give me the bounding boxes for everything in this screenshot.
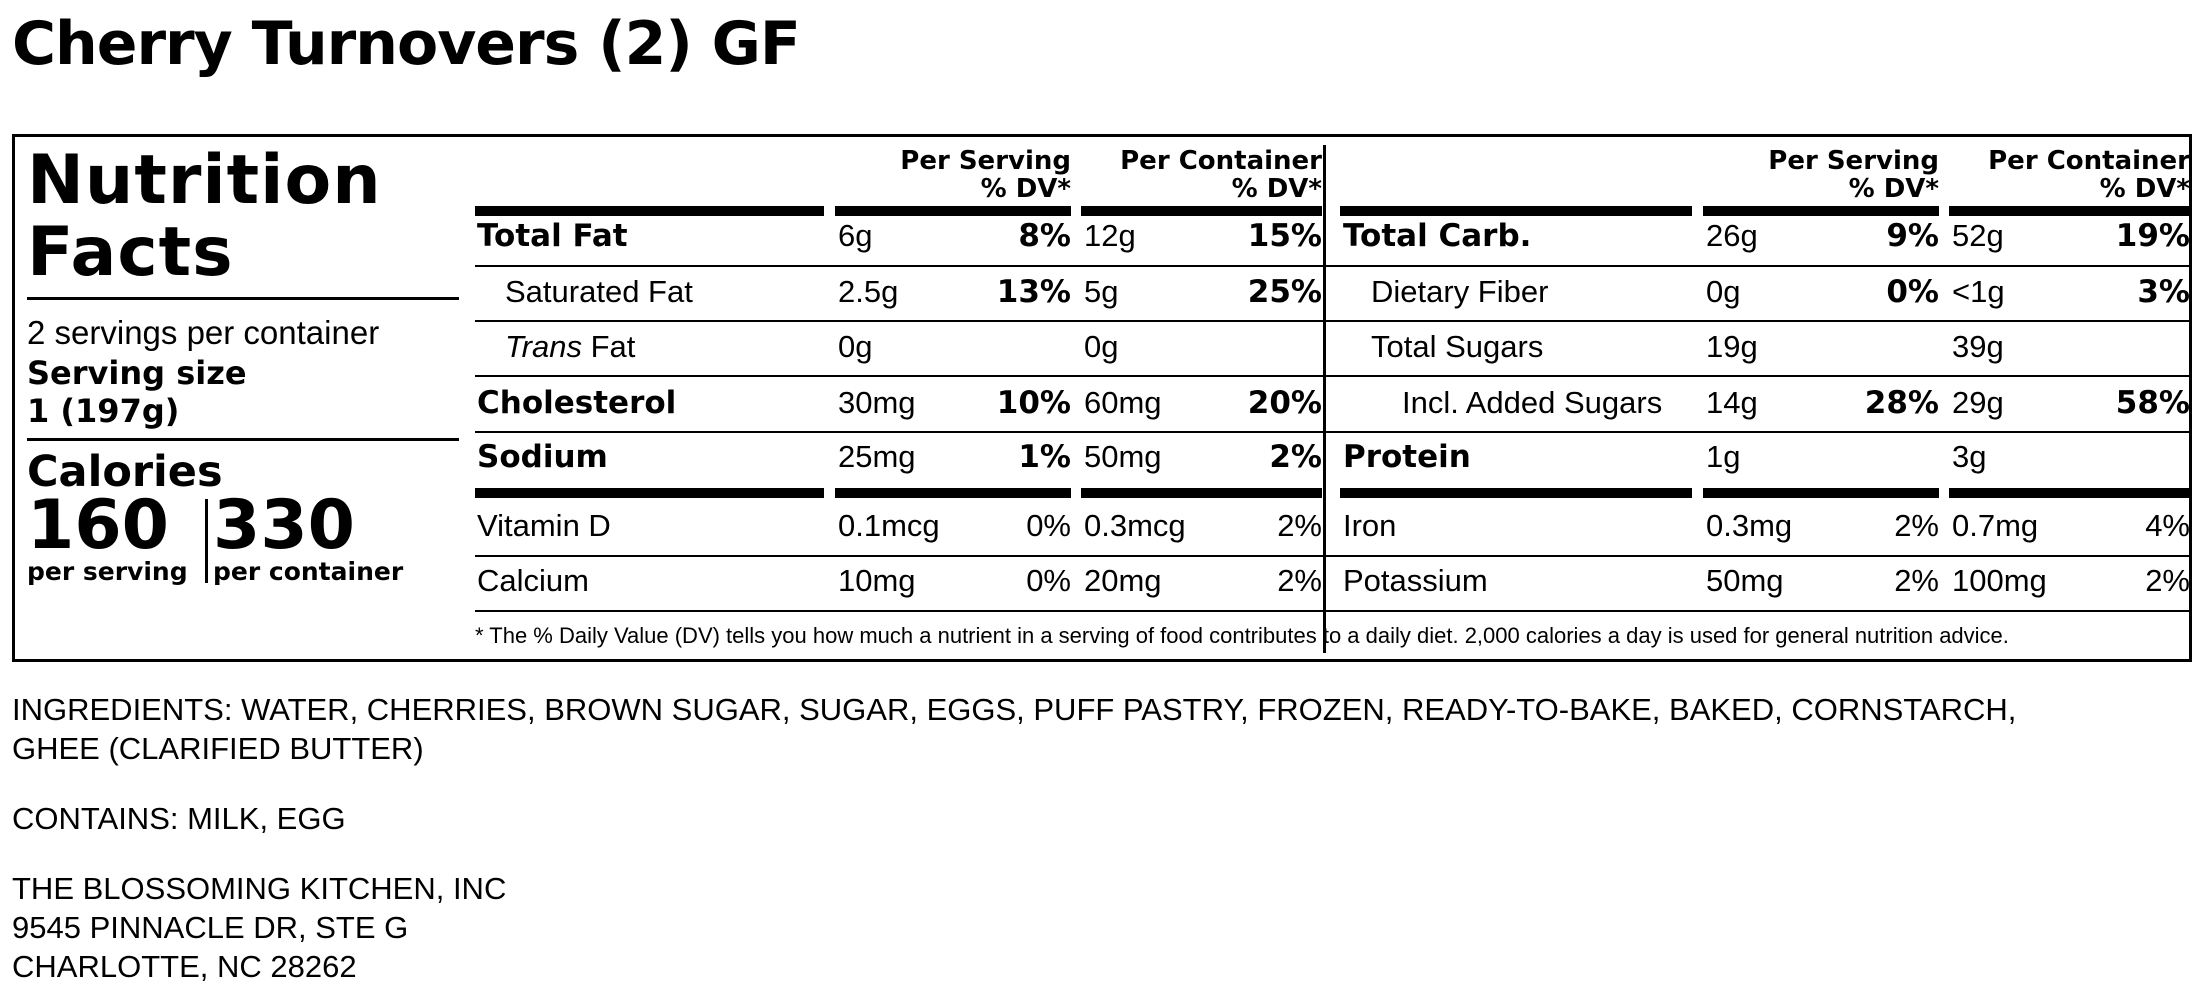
container-dv: 2%	[2145, 563, 2190, 598]
serving-amount: 0g	[1706, 274, 1741, 309]
container-amount: 3g	[1952, 439, 1987, 474]
nutrition-facts-panel	[12, 134, 2192, 662]
header-text: Per Container	[1120, 146, 1322, 176]
row-rule	[475, 265, 2190, 267]
serving-dv: 0%	[1026, 508, 1071, 543]
container-amount: 20mg	[1084, 563, 1162, 598]
serving-amount: 30mg	[838, 385, 916, 420]
thick-bar	[1081, 488, 1322, 498]
header-text: Per Container	[1988, 146, 2190, 176]
container-dv: 2%	[1277, 508, 1322, 543]
row-rule	[475, 610, 2190, 612]
vitamin-name: Iron	[1343, 508, 1397, 543]
serving-size-label: Serving size	[27, 354, 247, 392]
nutrient-name: Cholesterol	[477, 385, 677, 421]
thick-bar	[475, 206, 824, 216]
nutrient-name: Protein	[1343, 439, 1471, 475]
address-line-1: THE BLOSSOMING KITCHEN, INC	[12, 871, 507, 906]
nutrition-facts-heading	[27, 141, 459, 292]
allergens: CONTAINS: MILK, EGG	[12, 801, 346, 836]
thick-bar	[1949, 206, 2190, 216]
right-per-serving-header	[1703, 147, 1939, 203]
serving-dv: 0%	[1026, 563, 1071, 598]
row-rule	[475, 555, 2190, 557]
serving-amount: 26g	[1706, 218, 1758, 253]
serving-dv: 28%	[1864, 385, 1939, 421]
heading-rule	[27, 297, 459, 300]
nutrient-name: Dietary Fiber	[1371, 274, 1549, 309]
nutrient-name	[505, 329, 635, 365]
address-line-2: 9545 PINNACLE DR, STE G	[12, 910, 409, 945]
vitamin-name: Calcium	[477, 563, 589, 598]
serving-dv: 0%	[1886, 274, 1939, 310]
row-rule	[475, 320, 2190, 322]
vitamin-name: Vitamin D	[477, 508, 611, 543]
left-per-serving-header	[835, 147, 1071, 203]
serving-size	[27, 354, 247, 430]
header-dv: % DV*	[1231, 174, 1322, 204]
serving-amount: 0.1mcg	[838, 508, 940, 543]
row-rule	[475, 431, 2190, 433]
serving-amount: 0g	[838, 329, 873, 364]
container-amount: 0g	[1084, 329, 1119, 364]
serving-amount: 50mg	[1706, 563, 1784, 598]
ingredients-line-1: INGREDIENTS: WATER, CHERRIES, BROWN SUGAR, SUGAR, EGGS, PUFF PASTRY, FROZEN, READY-TO-BAKE, BAKED, CORNSTARCH,	[12, 692, 2017, 727]
serving-rule	[27, 438, 459, 441]
calories-separator	[205, 499, 208, 583]
container-dv: 15%	[1247, 218, 1322, 254]
header-text: Per Serving	[900, 146, 1071, 176]
container-amount: 0.7mg	[1952, 508, 2039, 543]
nutrient-name: Incl. Added Sugars	[1402, 385, 1663, 420]
container-dv: 19%	[2115, 218, 2190, 254]
nutrient-name: Saturated Fat	[505, 274, 693, 309]
container-dv: 58%	[2115, 385, 2190, 421]
container-amount: <1g	[1952, 274, 2005, 309]
daily-value-footnote: * The % Daily Value (DV) tells you how much a nutrient in a serving of food contributes to a daily diet. 2,000 calories a day is used for general nutrition advice.	[475, 623, 2009, 648]
container-dv: 3%	[2137, 274, 2190, 310]
thick-bar	[835, 206, 1071, 216]
header-dv: % DV*	[980, 174, 1071, 204]
serving-amount: 10mg	[838, 563, 916, 598]
per-serving-caption: per serving	[27, 557, 188, 586]
header-text: Per Serving	[1768, 146, 1939, 176]
thick-bar	[1703, 206, 1939, 216]
container-amount: 5g	[1084, 274, 1119, 309]
calories-per-container: 330	[213, 486, 355, 565]
trans-rest: Fat	[581, 329, 636, 364]
container-amount: 52g	[1952, 218, 2004, 253]
serving-size-value: 1 (197g)	[27, 392, 180, 430]
serving-dv: 13%	[996, 274, 1071, 310]
thick-bar	[835, 488, 1071, 498]
serving-dv: 2%	[1894, 563, 1939, 598]
heading-line-2: Facts	[27, 213, 234, 292]
header-dv: % DV*	[1848, 174, 1939, 204]
row-rule	[475, 375, 2190, 377]
thick-bar	[1703, 488, 1939, 498]
thick-bar	[1949, 488, 2190, 498]
serving-dv: 10%	[996, 385, 1071, 421]
column-divider	[1323, 145, 1326, 653]
thick-bar	[1340, 488, 1692, 498]
left-per-container-header	[1081, 147, 1322, 203]
address-line-3: CHARLOTTE, NC 28262	[12, 949, 357, 984]
container-amount: 39g	[1952, 329, 2004, 364]
container-amount: 12g	[1084, 218, 1136, 253]
serving-dv: 2%	[1894, 508, 1939, 543]
serving-amount: 0.3mg	[1706, 508, 1793, 543]
trans-italic: Trans	[505, 329, 582, 364]
per-container-caption: per container	[213, 557, 404, 586]
serving-amount: 2.5g	[838, 274, 899, 309]
right-per-container-header	[1949, 147, 2190, 203]
serving-amount: 19g	[1706, 329, 1758, 364]
container-dv: 25%	[1247, 274, 1322, 310]
container-amount: 60mg	[1084, 385, 1162, 420]
serving-amount: 14g	[1706, 385, 1758, 420]
serving-amount: 6g	[838, 218, 873, 253]
servings-per-container: 2 servings per container	[27, 314, 380, 351]
heading-line-1: Nutrition	[27, 141, 382, 220]
nutrient-name: Total Sugars	[1371, 329, 1544, 364]
serving-dv: 1%	[1018, 439, 1071, 475]
calories-label: Calories	[27, 447, 223, 497]
nutrient-name: Total Carb.	[1343, 218, 1532, 254]
serving-dv: 8%	[1018, 218, 1071, 254]
nutrient-name: Sodium	[477, 439, 608, 475]
ingredients-line-2: GHEE (CLARIFIED BUTTER)	[12, 731, 424, 766]
header-dv: % DV*	[2099, 174, 2190, 204]
ingredients	[12, 690, 2016, 768]
container-amount: 100mg	[1952, 563, 2047, 598]
serving-dv: 9%	[1886, 218, 1939, 254]
thick-bar	[1081, 206, 1322, 216]
container-amount: 0.3mcg	[1084, 508, 1186, 543]
container-dv: 2%	[1277, 563, 1322, 598]
serving-amount: 25mg	[838, 439, 916, 474]
calories-per-serving: 160	[27, 486, 169, 565]
thick-bar	[475, 488, 824, 498]
container-amount: 29g	[1952, 385, 2004, 420]
thick-bar	[1340, 206, 1692, 216]
manufacturer-address	[12, 869, 506, 986]
container-dv: 20%	[1247, 385, 1322, 421]
product-title: Cherry Turnovers (2) GF	[12, 9, 800, 79]
container-dv: 4%	[2145, 508, 2190, 543]
container-amount: 50mg	[1084, 439, 1162, 474]
nutrient-name: Total Fat	[477, 218, 628, 254]
container-dv: 2%	[1269, 439, 1322, 475]
serving-amount: 1g	[1706, 439, 1741, 474]
vitamin-name: Potassium	[1343, 563, 1488, 598]
